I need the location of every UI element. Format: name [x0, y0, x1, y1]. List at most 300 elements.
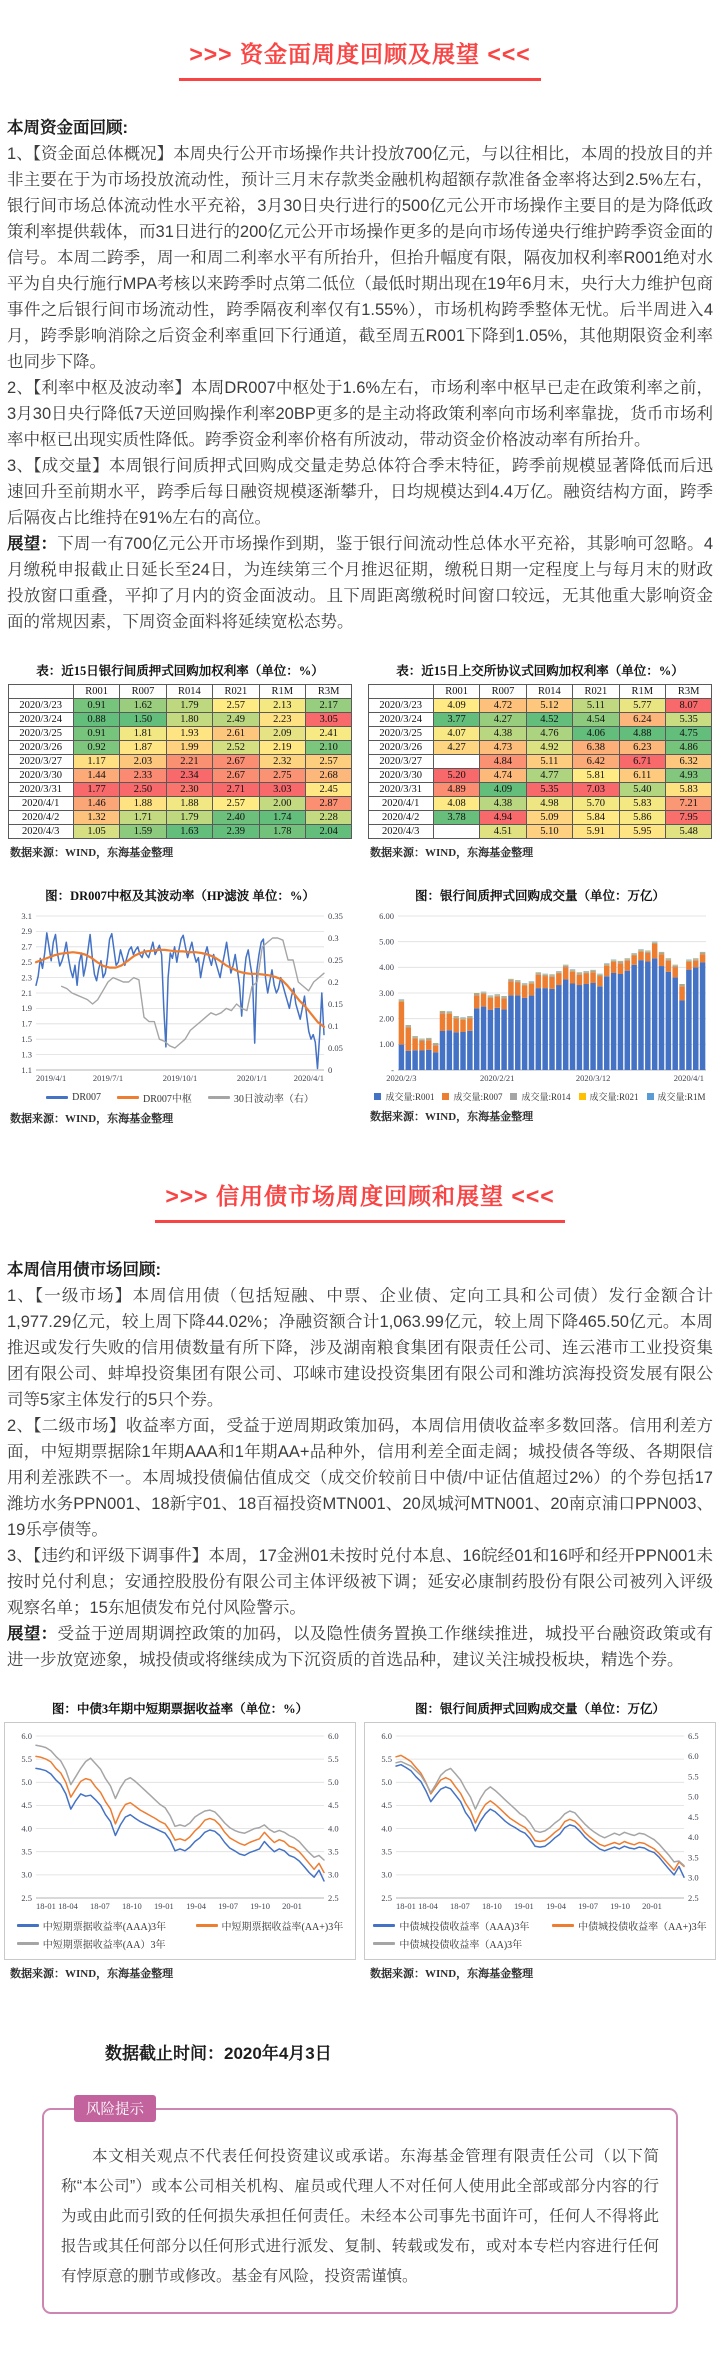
svg-text:6.0: 6.0 — [328, 1730, 339, 1741]
svg-text:1.7: 1.7 — [21, 1018, 32, 1029]
legend-item — [510, 1090, 570, 1103]
svg-text:2.1: 2.1 — [21, 987, 32, 998]
legend-swatch — [373, 1924, 395, 1927]
legend-item — [17, 1918, 166, 1933]
legend-item — [46, 1090, 101, 1105]
table-row — [368, 713, 712, 727]
legend-item — [374, 1090, 434, 1103]
legend-label: 成交量:R021 — [589, 1092, 639, 1102]
rate-cell: 5.48 — [665, 825, 712, 839]
svg-text:2020/2/21: 2020/2/21 — [479, 1073, 515, 1083]
section1-paragraph-2: 2、【利率中枢及波动率】本周DR007中枢处于1.6%左右，市场利率中枢早已走在政策利率之前，3月30日央行降低7天逆回购操作利率20BP更多的是主动将政策利率向市场利率靠拢，货币市场利率中枢已出现实质性降低。跨季资金利率价格有所波动，带动资金价格波动率有所抬升。 — [7, 379, 713, 449]
legend-item — [647, 1090, 706, 1103]
legend-label: 中短期票据收益率(AAA)3年 — [42, 1922, 167, 1933]
legend-item — [17, 1936, 166, 1951]
rate-cell: 2.17 — [305, 699, 352, 713]
chart3-title: 图：中债3年期中短期票据收益率（单位：%） — [51, 1702, 309, 1716]
repo-rate-table-figure — [0, 661, 360, 860]
svg-text:20-01: 20-01 — [282, 1901, 302, 1911]
svg-text:19-01: 19-01 — [153, 1901, 174, 1911]
rate-cell: 2.57 — [213, 797, 259, 811]
rate-cell: 1.79 — [166, 811, 212, 825]
svg-text:2.5: 2.5 — [21, 957, 32, 967]
table-header-row — [8, 685, 352, 699]
rate-cell: 2.41 — [305, 727, 352, 741]
svg-text:3.5: 3.5 — [381, 1846, 392, 1857]
date-cell: 2020/3/23 — [368, 699, 433, 713]
svg-text:3.5: 3.5 — [688, 1852, 699, 1863]
chart3-legend — [7, 1918, 353, 1951]
col-header: R3M — [305, 685, 352, 699]
col-header: R007 — [120, 685, 166, 699]
section2-review-title: 本周信用债市场回顾: — [7, 1261, 161, 1279]
svg-text:18-10: 18-10 — [121, 1901, 142, 1911]
date-cell: 2020/4/3 — [368, 825, 433, 839]
rate-cell: 1.81 — [120, 727, 166, 741]
col-header — [8, 685, 73, 699]
rate-cell: 2.10 — [305, 741, 352, 755]
legend-item — [442, 1090, 502, 1103]
date-cell: 2020/3/25 — [8, 727, 73, 741]
chart4-title: 图：银行间质押式回购成交量（单位：万亿） — [414, 1702, 665, 1716]
col-header: R014 — [166, 685, 212, 699]
rate-cell: 2.03 — [120, 755, 166, 769]
rate-cell: 7.95 — [665, 811, 712, 825]
svg-text:3.0: 3.0 — [688, 1872, 699, 1883]
svg-text:4.5: 4.5 — [328, 1800, 339, 1811]
rate-cell: 4.72 — [480, 699, 526, 713]
svg-text:19-01: 19-01 — [513, 1901, 534, 1911]
rate-cell: 4.38 — [480, 797, 526, 811]
rate-cell: 6.32 — [665, 755, 712, 769]
rate-cell: 2.13 — [259, 699, 305, 713]
svg-text:4.0: 4.0 — [328, 1823, 339, 1834]
risk-badge: 风险提示 — [74, 2095, 156, 2122]
svg-text:0.35: 0.35 — [328, 910, 343, 921]
svg-text:0.2: 0.2 — [328, 976, 339, 987]
table-row — [368, 811, 712, 825]
repo-volume-bar-chart — [364, 909, 716, 1087]
rate-cell: 1.63 — [166, 825, 212, 839]
tables-row — [0, 661, 720, 860]
legend-label: 成交量:R001 — [385, 1092, 435, 1102]
chengtou-yield-chart-figure — [360, 1699, 720, 1981]
svg-text:4.0: 4.0 — [381, 1823, 392, 1834]
rate-cell: 2.39 — [213, 825, 259, 839]
rate-cell: 5.35 — [526, 783, 572, 797]
rate-cell: 4.52 — [526, 713, 572, 727]
rate-cell: 1.88 — [166, 797, 212, 811]
rate-cell: 0.88 — [73, 713, 119, 727]
rate-cell: 1.46 — [73, 797, 119, 811]
rate-cell: 5.20 — [433, 769, 479, 783]
rate-cell: 5.10 — [526, 825, 572, 839]
svg-text:1.3: 1.3 — [21, 1049, 32, 1060]
svg-text:2.7: 2.7 — [21, 941, 32, 952]
rate-cell: 2.67 — [213, 755, 259, 769]
rate-cell: 3.78 — [433, 811, 479, 825]
svg-text:5.0: 5.0 — [328, 1777, 339, 1788]
svg-text:19-04: 19-04 — [186, 1901, 207, 1911]
rate-cell: 4.74 — [480, 769, 526, 783]
rate-cell: 5.11 — [573, 699, 619, 713]
svg-text:18-10: 18-10 — [481, 1901, 502, 1911]
rate-cell: 1.17 — [73, 755, 119, 769]
rate-cell: 1.79 — [166, 699, 212, 713]
svg-text:2020/1/1: 2020/1/1 — [236, 1073, 268, 1083]
rate-cell: 2.30 — [166, 783, 212, 797]
rate-cell: 4.08 — [433, 797, 479, 811]
rate-cell: 4.88 — [619, 727, 665, 741]
rate-cell: 1.77 — [73, 783, 119, 797]
rate-cell: 4.07 — [433, 727, 479, 741]
table-row — [368, 825, 712, 839]
rate-cell: 1.71 — [120, 811, 166, 825]
mtn-yield-line-chart — [8, 1729, 352, 1915]
rate-cell: 2.09 — [259, 727, 305, 741]
rate-cell: 7.03 — [573, 783, 619, 797]
rate-cell: 5.91 — [573, 825, 619, 839]
svg-text:4.00: 4.00 — [379, 962, 394, 973]
chart2-source: 数据来源：WIND，东海基金整理 — [370, 1111, 534, 1123]
section1-header — [0, 36, 720, 81]
rate-cell: 7.21 — [665, 797, 712, 811]
svg-text:3.5: 3.5 — [328, 1846, 339, 1857]
table-row — [368, 783, 712, 797]
rate-cell: 8.07 — [665, 699, 712, 713]
svg-text:18-01: 18-01 — [396, 1901, 416, 1911]
section1-paragraph-1: 1、【资金面总体概况】本周央行公开市场操作共计投放700亿元，与以往相比，本周的投放目的并非主要在于为市场投放流动性，预计三月末存款类金融机构超额存款准备金率将达到2.5%左右，银行间市场总体流动性水平充裕，3月30日央行进行的500亿元公开市场操作主要目的是为降低政策利率提供载体，而31日进行的200亿元公开市场操作更多的是向市场传递央行维护跨季资金面的信号。本周二跨季，周一和周二利率水平有所抬升，但抬升幅度有限，隔夜加权利率R001绝对水平为自央行施行MPA考核以来跨季时点第二低位（最低时期出现在19年6月末，央行大力维护包商事件之后银行间市场流动性，跨季隔夜利率仅有1.55%），市场机构跨季整体无忧。后半周进入4月，跨季影响消除之后资金利率重回下行通道，截至周五R001下降到1.05%，其他期限资金利率也同步下降。 — [7, 145, 713, 371]
col-header: R014 — [526, 685, 572, 699]
legend-label: 成交量:R014 — [521, 1092, 571, 1102]
rate-cell: 5.09 — [526, 811, 572, 825]
section1-title: >>> 资金面周度回顾及展望 <<< — [179, 36, 540, 81]
rate-cell: 4.94 — [480, 811, 526, 825]
svg-text:2019/7/1: 2019/7/1 — [92, 1073, 124, 1083]
rate-cell: 1.78 — [259, 825, 305, 839]
rate-cell: 5.12 — [526, 699, 572, 713]
svg-text:5.00: 5.00 — [379, 936, 394, 947]
svg-text:5.5: 5.5 — [21, 1753, 32, 1764]
chart1-legend — [4, 1090, 356, 1105]
svg-text:2.5: 2.5 — [381, 1892, 392, 1903]
rate-cell: 5.77 — [619, 699, 665, 713]
rate-cell: 2.19 — [259, 741, 305, 755]
rate-cell: 5.81 — [573, 769, 619, 783]
col-header: R001 — [433, 685, 479, 699]
table-row — [8, 741, 352, 755]
svg-text:6.00: 6.00 — [379, 910, 394, 921]
legend-item — [208, 1090, 314, 1105]
rate-cell: 1.59 — [120, 825, 166, 839]
interbank-repo-rate-table — [8, 684, 353, 839]
rate-cell: 4.38 — [480, 727, 526, 741]
rate-cell: 0.91 — [73, 727, 119, 741]
svg-text:0: 0 — [328, 1064, 333, 1075]
rate-cell: 4.93 — [665, 769, 712, 783]
rate-cell: 4.09 — [480, 783, 526, 797]
legend-item — [373, 1936, 529, 1951]
rate-cell: 6.38 — [573, 741, 619, 755]
svg-text:2019/4/1: 2019/4/1 — [36, 1073, 67, 1083]
svg-text:2020/4/1: 2020/4/1 — [673, 1073, 705, 1083]
svg-text:19-07: 19-07 — [578, 1901, 599, 1911]
rate-cell: 1.99 — [166, 741, 212, 755]
rate-cell: 2.50 — [120, 783, 166, 797]
rate-cell: 2.34 — [166, 769, 212, 783]
svg-text:5.0: 5.0 — [381, 1777, 392, 1788]
legend-item — [373, 1918, 529, 1933]
svg-text:5.5: 5.5 — [688, 1771, 699, 1782]
col-header: R021 — [213, 685, 259, 699]
svg-text:6.0: 6.0 — [21, 1730, 32, 1741]
outlook-text: 受益于逆周期调控政策的加码，以及隐性债务置换工作继续推进，城投平台融资政策或有进一步放宽迹象，城投债或将继续成为下沉资质的首选品种，建议关注城投板块，精选个券。 — [7, 1625, 714, 1669]
mtn-yield-chart-figure — [0, 1699, 360, 1981]
rate-cell: 5.95 — [619, 825, 665, 839]
rate-cell: 4.84 — [480, 755, 526, 769]
svg-text:0.1: 0.1 — [328, 1020, 339, 1031]
rate-cell — [433, 825, 479, 839]
rate-cell: 0.92 — [73, 741, 119, 755]
rate-cell: 4.98 — [526, 797, 572, 811]
rate-cell: 2.04 — [305, 825, 352, 839]
svg-text:4.0: 4.0 — [688, 1832, 699, 1842]
rate-cell: 1.88 — [120, 797, 166, 811]
col-header — [368, 685, 433, 699]
date-cell: 2020/3/26 — [368, 741, 433, 755]
svg-text:5.5: 5.5 — [381, 1753, 392, 1764]
svg-text:2020/2/3: 2020/2/3 — [386, 1073, 417, 1083]
svg-text:1.5: 1.5 — [21, 1034, 32, 1044]
date-cell: 2020/3/30 — [368, 769, 433, 783]
svg-text:0.15: 0.15 — [328, 998, 343, 1009]
legend-swatch — [196, 1924, 218, 1927]
rate-cell: 3.77 — [433, 713, 479, 727]
legend-label: 成交量:R1M — [657, 1092, 706, 1102]
table-row — [8, 727, 352, 741]
svg-text:2.5: 2.5 — [328, 1892, 339, 1903]
rate-cell: 2.71 — [213, 783, 259, 797]
section2-paragraph-1: 1、【一级市场】本周信用债（包括短融、中票、企业债、定向工具和公司债）发行金额合计1,977.29亿元，较上周下降44.02%；净融资额合计1,063.99亿元，较上周下降465.50亿元。本周推迟或发行失败的信用债数量有所下降，涉及湖南粮食集团有限责任公司、连云港市工业投资集团有限公司、蚌埠投资集团有限公司、邛崃市建设投资集团有限公司和潍坊滨海投资发展有限公司等5家主体发行的5只个券。 — [7, 1287, 713, 1409]
date-cell: 2020/4/2 — [368, 811, 433, 825]
svg-text:20-01: 20-01 — [642, 1901, 662, 1911]
rate-cell: 2.68 — [305, 769, 352, 783]
legend-swatch — [208, 1096, 230, 1099]
legend-swatch — [647, 1093, 654, 1100]
table-row — [8, 699, 352, 713]
rate-cell: 0.91 — [73, 699, 119, 713]
section2-header — [0, 1178, 720, 1223]
svg-text:2.00: 2.00 — [379, 1013, 394, 1024]
svg-text:2020/3/12: 2020/3/12 — [575, 1073, 611, 1083]
svg-text:19-04: 19-04 — [546, 1901, 567, 1911]
chart4-box — [364, 1722, 716, 1960]
rate-cell: 6.24 — [619, 713, 665, 727]
legend-swatch — [374, 1093, 381, 1100]
svg-text:2.9: 2.9 — [21, 926, 32, 937]
rate-cell: 4.73 — [480, 741, 526, 755]
rate-cell: 3.03 — [259, 783, 305, 797]
rate-cell: 1.80 — [166, 713, 212, 727]
svg-text:18-07: 18-07 — [89, 1901, 110, 1911]
svg-text:0.3: 0.3 — [328, 932, 339, 943]
rate-cell: 2.61 — [213, 727, 259, 741]
legend-label: DR007中枢 — [143, 1094, 192, 1105]
rate-cell: 2.33 — [120, 769, 166, 783]
svg-text:1.1: 1.1 — [21, 1064, 32, 1075]
svg-text:5.0: 5.0 — [688, 1791, 699, 1802]
data-cutoff-date: 数据截止时间：2020年4月3日 — [105, 2044, 332, 2063]
rate-cell: 1.74 — [259, 811, 305, 825]
date-cell: 2020/4/2 — [8, 811, 73, 825]
date-cell: 2020/4/1 — [368, 797, 433, 811]
section1-review-title: 本周资金面回顾: — [7, 119, 128, 137]
chart4-legend — [367, 1918, 713, 1951]
rate-cell: 4.76 — [526, 727, 572, 741]
legend-swatch — [17, 1942, 39, 1945]
rate-cell: 6.42 — [573, 755, 619, 769]
rate-cell: 4.09 — [433, 699, 479, 713]
svg-text:0.25: 0.25 — [328, 954, 343, 965]
svg-text:1.00: 1.00 — [379, 1039, 394, 1050]
charts-row-2 — [0, 1699, 720, 1981]
rate-cell: 2.75 — [259, 769, 305, 783]
date-cell: 2020/3/27 — [368, 755, 433, 769]
svg-text:2020/4/1: 2020/4/1 — [293, 1073, 324, 1083]
table-row — [8, 797, 352, 811]
legend-label: 中短期票据收益率(AA）3年 — [42, 1940, 166, 1951]
rate-cell: 5.35 — [665, 713, 712, 727]
dr007-chart-figure — [0, 886, 360, 1126]
rate-cell: 4.27 — [480, 713, 526, 727]
svg-text:1.9: 1.9 — [21, 1003, 32, 1014]
col-header: R3M — [665, 685, 712, 699]
section2-body — [0, 1257, 720, 1673]
rate-cell: 2.57 — [213, 699, 259, 713]
table-row — [368, 699, 712, 713]
table2-source: 数据来源：WIND，东海基金整理 — [370, 847, 534, 859]
section1-body — [0, 115, 720, 635]
rate-cell: 2.28 — [305, 811, 352, 825]
svg-text:3.1: 3.1 — [21, 910, 32, 921]
legend-item — [117, 1090, 192, 1105]
legend-swatch — [117, 1096, 139, 1099]
chart3-source: 数据来源：WIND，东海基金整理 — [10, 1968, 174, 1980]
rate-cell: 1.05 — [73, 825, 119, 839]
rate-cell: 4.51 — [480, 825, 526, 839]
section1-outlook — [7, 531, 713, 635]
legend-label: 中债城投债收益率（AA+)3年 — [578, 1922, 707, 1933]
table-row — [368, 741, 712, 755]
table-row — [8, 769, 352, 783]
date-cell: 2020/3/26 — [8, 741, 73, 755]
rate-cell: 4.54 — [573, 713, 619, 727]
rate-cell: 4.77 — [526, 769, 572, 783]
svg-text:-: - — [391, 1064, 394, 1075]
svg-text:3.0: 3.0 — [328, 1869, 339, 1880]
svg-text:19-07: 19-07 — [218, 1901, 239, 1911]
rate-cell: 1.50 — [120, 713, 166, 727]
svg-text:19-10: 19-10 — [250, 1901, 271, 1911]
svg-text:19-10: 19-10 — [610, 1901, 631, 1911]
chart1-source: 数据来源：WIND，东海基金整理 — [10, 1113, 174, 1125]
date-cell: 2020/3/25 — [368, 727, 433, 741]
legend-swatch — [373, 1942, 395, 1945]
rate-cell: 4.92 — [526, 741, 572, 755]
chart2-title: 图：银行间质押式回购成交量（单位：万亿） — [414, 889, 665, 903]
rate-cell: 6.11 — [619, 769, 665, 783]
rate-cell: 2.21 — [166, 755, 212, 769]
chart2-legend — [364, 1090, 716, 1103]
svg-text:3.00: 3.00 — [379, 987, 394, 998]
col-header: R1M — [259, 685, 305, 699]
charts-row-1 — [0, 886, 720, 1126]
section1-paragraph-3: 3、【成交量】本周银行间质押式回购成交量走势总体符合季末特征，跨季前规模显著降低而后迅速回升至前期水平，跨季后每日融资规模逐渐攀升，日均规模达到4.4万亿。融资结构方面，跨季后隔夜占比维持在91%左右的高位。 — [7, 457, 713, 527]
svg-text:2019/10/1: 2019/10/1 — [162, 1073, 198, 1083]
col-header: R1M — [619, 685, 665, 699]
rate-cell: 5.70 — [573, 797, 619, 811]
rate-cell: 1.93 — [166, 727, 212, 741]
col-header: R007 — [480, 685, 526, 699]
svg-text:18-04: 18-04 — [418, 1901, 438, 1911]
date-cell: 2020/3/24 — [368, 713, 433, 727]
table-row — [368, 755, 712, 769]
rate-cell: 4.06 — [573, 727, 619, 741]
svg-text:3.5: 3.5 — [21, 1846, 32, 1857]
table-row — [8, 825, 352, 839]
outlook-label: 展望： — [7, 1625, 58, 1643]
legend-label: DR007 — [72, 1092, 101, 1103]
svg-text:18-04: 18-04 — [58, 1901, 78, 1911]
chart4-source: 数据来源：WIND，东海基金整理 — [370, 1968, 534, 1980]
svg-text:4.5: 4.5 — [21, 1800, 32, 1811]
rate-cell: 4.86 — [665, 741, 712, 755]
svg-text:2.3: 2.3 — [21, 972, 32, 983]
legend-label: 中债城投债收益率（AA)3年 — [399, 1940, 523, 1951]
table-header-row — [368, 685, 712, 699]
rate-cell: 5.83 — [619, 797, 665, 811]
svg-text:5.0: 5.0 — [21, 1777, 32, 1788]
legend-swatch — [46, 1096, 68, 1099]
svg-text:4.5: 4.5 — [688, 1811, 699, 1822]
table-row — [368, 797, 712, 811]
legend-swatch — [579, 1093, 586, 1100]
rate-cell: 3.05 — [305, 713, 352, 727]
col-header: R021 — [573, 685, 619, 699]
date-cell: 2020/3/31 — [368, 783, 433, 797]
sse-repo-rate-table-figure — [360, 661, 720, 860]
legend-label: 中短期票据收益率(AA+)3年 — [221, 1922, 344, 1933]
section2-paragraph-3: 3、【违约和评级下调事件】本周，17金洲01未按时兑付本息、16皖经01和16呼和经开PPN001未按时兑付利息；安通控股股份有限公司主体评级被下调；延安必康制药股份有限公司被列入评级观察名单；15东旭债发布兑付风险警示。 — [7, 1547, 713, 1617]
rate-cell: 5.11 — [526, 755, 572, 769]
section2-title: >>> 信用债市场周度回顾和展望 <<< — [155, 1178, 564, 1223]
svg-text:18-01: 18-01 — [36, 1901, 56, 1911]
date-cell: 2020/4/3 — [8, 825, 73, 839]
rate-cell: 6.71 — [619, 755, 665, 769]
rate-cell: 5.86 — [619, 811, 665, 825]
date-cell: 2020/3/27 — [8, 755, 73, 769]
section2-paragraph-2: 2、【二级市场】收益率方面，受益于逆周期政策加码，本周信用债收益率多数回落。信用利差方面，中短期票据除1年期AAA和1年期AA+品种外，信用利差全面走阔；城投债各等级、各期限信用利差涨跌不一。本周城投债偏估值成交（成交价较前日中债/中证估值超过2%）的个券包括17潍坊水务PPN001、18新宇01、18百福投资MTN001、20凤城河MTN001、20南京浦口PPN003、19乐亭债等。 — [7, 1417, 713, 1539]
sse-repo-rate-table — [368, 684, 713, 839]
rate-cell: 4.89 — [433, 783, 479, 797]
svg-text:3.0: 3.0 — [381, 1869, 392, 1880]
rate-cell: 2.32 — [259, 755, 305, 769]
outlook-label: 展望： — [7, 535, 58, 553]
legend-item — [552, 1918, 706, 1933]
legend-swatch — [442, 1093, 449, 1100]
rate-cell: 6.23 — [619, 741, 665, 755]
date-cell: 2020/3/30 — [8, 769, 73, 783]
